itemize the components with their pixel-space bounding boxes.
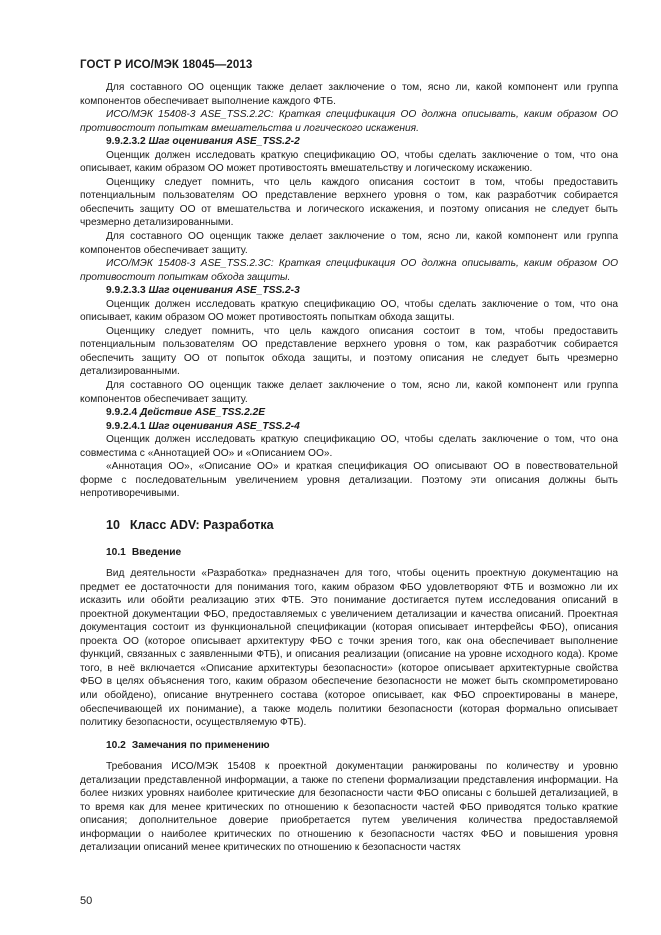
subsection-number: 10.2 [106, 739, 126, 751]
subsection-heading [80, 135, 618, 149]
paragraph: Оценщик должен исследовать краткую спецификацию ОО, чтобы сделать заключение о том, что она описывает, каким образом ОО может противостоять попыткам обхода защиты. [80, 298, 618, 324]
paragraph: Оценщику следует помнить, что цель каждого описания состоит в том, чтобы предоставить потенциальным пользователям ОО представление верхнего уровня о том, как разработчик собирается обеспечить защиту ОО от вмешательства и логического искажения, и поэтому описания не следует быть чрезмерно детализированными. [80, 176, 618, 229]
paragraph: Оценщику следует помнить, что цель каждого описания состоит в том, чтобы предоставить потенциальным пользователям ОО представление верхнего уровня о том, как разработчик собирается обеспечить защиту ОО от попыток обхода защиты, и поэтому описания не следует быть чрезмерно детализированными. [80, 325, 618, 378]
subsection-number: 9.9.2.3.3 [106, 285, 146, 297]
paragraph: Требования ИСО/МЭК 15408 к проектной документации ранжированы по количеству и уровню детализации представленной информации, а также по степени формализации представления информации. На более низких уровнях наиболее критические для безопасности части ФБО описаны с большей детализацией, в то время как для менее критических по отношению к безопасности частей ФБО приводятся только краткие описания; дополнительное доверие приобретается путем увеличения количества предоставляемой информации о наиболее критических по отношению к безопасности частях ФБО и повышения уровня детализации описаний менее критических по отношению к безопасности частях [80, 761, 618, 854]
subsection-title: Замечания по применению [131, 739, 270, 751]
subsection-number: 9.9.2.4.1 [106, 420, 146, 432]
section-number: 10 [106, 517, 120, 532]
paragraph: Для составного ОО оценщик также делает заключение о том, ясно ли, какой компонент или группа компонентов обеспечивает защиту. [80, 380, 618, 405]
subsection-title: Шаг оценивания ASE_TSS.2-3 [148, 285, 300, 297]
subsection-title: Действие ASE_TSS.2.2E [140, 407, 266, 419]
requirement-paragraph: ИСО/МЭК 15408-3 ASE_TSS.2.3C: Краткая спецификация ОО должна описывать, каким образом ОО противостоит попыткам обхода защиты. [80, 258, 618, 283]
paragraph: Оценщик должен исследовать краткую спецификацию ОО, чтобы сделать заключение о том, что она описывает, каким образом ОО может противостоять вмешательству и логическому искажению. [80, 149, 618, 175]
section-heading [80, 519, 618, 533]
subsection-heading [80, 546, 618, 560]
subsection-number: 9.9.2.3.2 [106, 136, 146, 148]
page-body [80, 81, 618, 864]
subsection-title: Шаг оценивания ASE_TSS.2-2 [148, 136, 300, 148]
subsection-heading [80, 420, 618, 434]
subsection-number: 10.1 [106, 546, 126, 558]
subsection-title: Шаг оценивания ASE_TSS.2-4 [148, 420, 300, 432]
subsection-title: Введение [131, 546, 182, 558]
subsection-heading [80, 406, 618, 420]
paragraph: Для составного ОО оценщик также делает заключение о том, ясно ли, какой компонент или группа компонентов обеспечивает выполнение каждого ФТБ. [80, 82, 618, 107]
subsection-heading [80, 739, 618, 753]
paragraph: «Аннотация ОО», «Описание ОО» и краткая спецификация ОО описывают ОО в повествовательной форме с последовательным увеличением уровня детализации. Поэтому эти описания должны быть непротиворечивыми. [80, 461, 618, 500]
page-number: 50 [80, 895, 93, 907]
document-header: ГОСТ Р ИСО/МЭК 18045—2013 [80, 59, 253, 71]
paragraph: Для составного ОО оценщик также делает заключение о том, ясно ли, какой компонент или группа компонентов обеспечивает защиту. [80, 231, 618, 256]
requirement-paragraph: ИСО/МЭК 15408-3 ASE_TSS.2.2C: Краткая спецификация ОО должна описывать, каким образом ОО противостоит попыткам вмешательства и логического искажения. [80, 109, 618, 134]
section-title: Класс ADV: Разработка [129, 517, 274, 532]
subsection-number: 9.9.2.4 [106, 407, 138, 419]
paragraph: Вид деятельности «Разработка» предназначен для того, чтобы оценить проектную документацию на предмет ее достаточности для понимания того, каким образом ФБО удовлетворяют ФТБ и возможно ли их исказить или обойти реализацию этих ФТБ. Это понимание достигается путем исследования описаний в проектной документации ФБО, предоставляемых с увеличением детализации и качества описаний. Проектная документация состоит из функциональной спецификации (которая описывает интерфейсы ФБО), описания проекта ОО (которое описывает архитектуру ФБО с точки зрения того, как она обеспечивает выполнение функций, связанных с заявленными ФТБ), и описания реализации (описание на уровне исходного кода). Кроме того, в неё включается «Описание архитектуры безопасности» (которое описывает архитектурные свойства ФБО в целях объяснения того, каким образом обеспечение безопасности не может быть скомпрометировано или обойдено), описание внутреннего состава (которое описывает, как ФБО спроектированы в манере, обеспечивающей их понимание), а также модель политики безопасности (которая формально описывает политику безопасности, осуществляемую ФТБ). [80, 568, 618, 729]
paragraph: Оценщик должен исследовать краткую спецификацию ОО, чтобы сделать заключение о том, что она совместима с «Аннотацией ОО» и «Описанием ОО». [80, 434, 618, 459]
subsection-heading [80, 284, 618, 298]
